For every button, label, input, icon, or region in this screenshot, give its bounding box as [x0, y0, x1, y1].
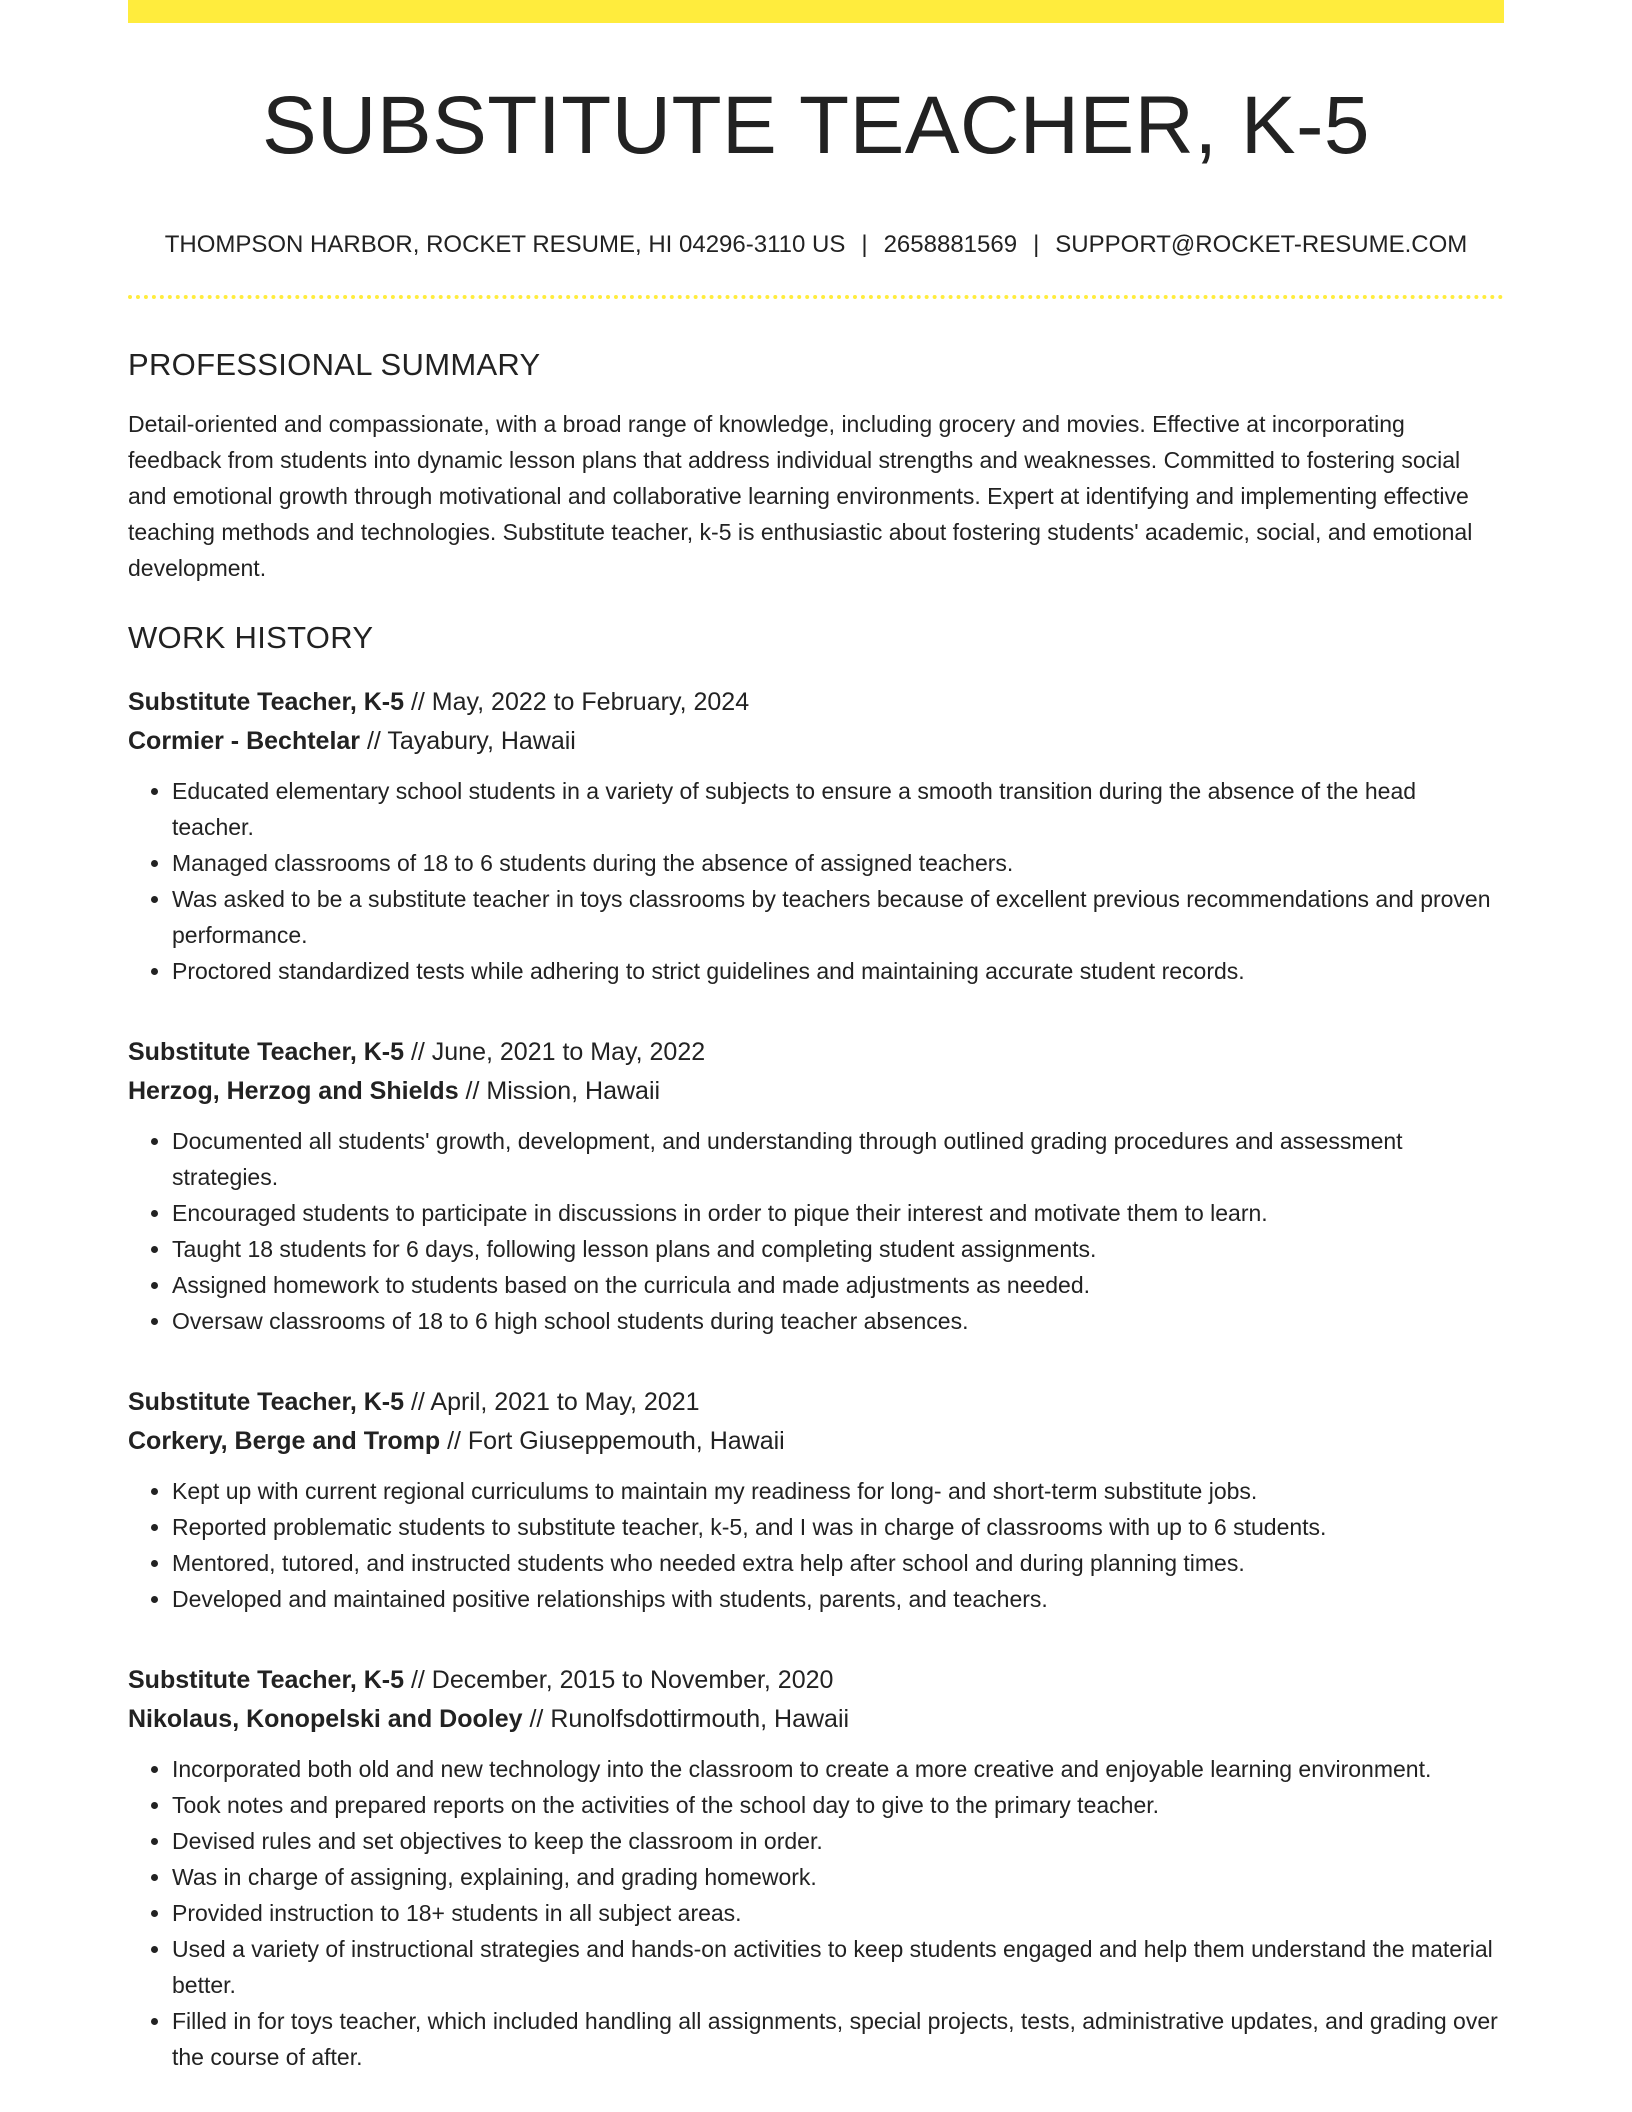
- job-dates: // June, 2021 to May, 2022: [404, 1038, 706, 1066]
- job-title-line: [128, 1033, 1504, 1072]
- job-company-line: [128, 1072, 1504, 1111]
- list-item: • Encouraged students to participate in discussions in order to pique their interest and motivate them to learn.: [172, 1195, 1504, 1231]
- list-item: • Developed and maintained positive relationships with students, parents, and teachers.: [172, 1581, 1504, 1617]
- job-company: Herzog, Herzog and Shields: [128, 1077, 459, 1105]
- job-entry: [128, 1661, 1504, 2075]
- job-company: Nikolaus, Konopelski and Dooley: [128, 1705, 523, 1733]
- job-dates: // May, 2022 to February, 2024: [404, 688, 750, 716]
- summary-text: Detail-oriented and compassionate, with a broad range of knowledge, including grocery and movies. Effective at incorporating feedback from students into dynamic lesson plans that address individual strengths and weaknesses. Committed to fostering social and emotional growth through motivational and collaborative learning environments. Expert at identifying and implementing effective teaching methods and technologies. Substitute teacher, k-5 is enthusiastic about fostering students' academic, social, and emotional development.: [128, 411, 1473, 581]
- job-bullets: [128, 1473, 1504, 1617]
- job-dates: // April, 2021 to May, 2021: [404, 1388, 700, 1416]
- work-history-list: [128, 683, 1504, 2075]
- job-company: Corkery, Berge and Tromp: [128, 1427, 441, 1455]
- job-entry: [128, 1383, 1504, 1617]
- list-item: • Reported problematic students to substitute teacher, k-5, and I was in charge of classrooms with up to 6 students.: [172, 1509, 1504, 1545]
- list-item: • Used a variety of instructional strategies and hands-on activities to keep students engaged and help them understand the material better.: [172, 1931, 1504, 2003]
- dotted-divider: [128, 295, 1504, 299]
- job-role: Substitute Teacher, K-5: [128, 1388, 404, 1416]
- contact-email: SUPPORT@ROCKET-RESUME.COM: [1055, 231, 1468, 258]
- job-location: // Tayabury, Hawaii: [360, 727, 576, 755]
- job-company: Cormier - Bechtelar: [128, 727, 361, 755]
- job-role: Substitute Teacher, K-5: [128, 1038, 404, 1066]
- list-item: • Proctored standardized tests while adhering to strict guidelines and maintaining accurate student records.: [172, 953, 1504, 989]
- list-item: • Mentored, tutored, and instructed students who needed extra help after school and during planning times.: [172, 1545, 1504, 1581]
- list-item: • Was in charge of assigning, explaining, and grading homework.: [172, 1859, 1504, 1895]
- job-bullets: [128, 1123, 1504, 1339]
- contact-line: [128, 233, 1504, 257]
- job-title-line: [128, 683, 1504, 722]
- list-item: • Took notes and prepared reports on the activities of the school day to give to the primary teacher.: [172, 1787, 1504, 1823]
- list-item: • Educated elementary school students in a variety of subjects to ensure a smooth transition during the absence of the head teacher.: [172, 773, 1504, 845]
- job-company-line: [128, 1422, 1504, 1461]
- contact-separator: |: [861, 231, 868, 258]
- list-item: • Devised rules and set objectives to keep the classroom in order.: [172, 1823, 1504, 1859]
- job-title-line: [128, 1383, 1504, 1422]
- job-location: // Fort Giuseppemouth, Hawaii: [440, 1427, 785, 1455]
- resume-page: [128, 0, 1504, 2112]
- job-location: // Runolfsdottirmouth, Hawaii: [522, 1705, 850, 1733]
- resume-title: SUBSTITUTE TEACHER, K-5: [261, 80, 1371, 171]
- list-item: • Documented all students' growth, development, and understanding through outlined grading procedures and assessment strategies.: [172, 1123, 1504, 1195]
- list-item: • Provided instruction to 18+ students in all subject areas.: [172, 1895, 1504, 1931]
- job-company-line: [128, 722, 1504, 761]
- list-item: • Filled in for toys teacher, which included handling all assignments, special projects, tests, administrative updates, and grading over the course of after.: [172, 2003, 1504, 2075]
- list-item: • Kept up with current regional curriculums to maintain my readiness for long- and short-term substitute jobs.: [172, 1473, 1504, 1509]
- list-item: • Incorporated both old and new technology into the classroom to create a more creative and enjoyable learning environment.: [172, 1751, 1504, 1787]
- list-item: • Managed classrooms of 18 to 6 students during the absence of assigned teachers.: [172, 845, 1504, 881]
- work-history-heading: WORK HISTORY: [128, 620, 374, 655]
- contact-separator: |: [1033, 231, 1040, 258]
- job-bullets: [128, 773, 1504, 989]
- job-role: Substitute Teacher, K-5: [128, 1666, 404, 1694]
- job-entry: [128, 683, 1504, 989]
- contact-address: THOMPSON HARBOR, ROCKET RESUME, HI 04296-3110 US: [164, 231, 846, 258]
- summary-heading: PROFESSIONAL SUMMARY: [128, 347, 541, 382]
- list-item: • Oversaw classrooms of 18 to 6 high school students during teacher absences.: [172, 1303, 1504, 1339]
- job-bullets: [128, 1751, 1504, 2075]
- job-location: // Mission, Hawaii: [458, 1077, 661, 1105]
- list-item: • Was asked to be a substitute teacher in toys classrooms by teachers because of excellent previous recommendations and proven performance.: [172, 881, 1504, 953]
- job-title-line: [128, 1661, 1504, 1700]
- top-accent-bar: [128, 0, 1504, 23]
- contact-phone: 2658881569: [883, 231, 1018, 258]
- job-dates: // December, 2015 to November, 2020: [404, 1666, 834, 1694]
- job-entry: [128, 1033, 1504, 1339]
- list-item: • Assigned homework to students based on the curricula and made adjustments as needed.: [172, 1267, 1504, 1303]
- job-role: Substitute Teacher, K-5: [128, 688, 404, 716]
- job-company-line: [128, 1700, 1504, 1739]
- list-item: • Taught 18 students for 6 days, following lesson plans and completing student assignments.: [172, 1231, 1504, 1267]
